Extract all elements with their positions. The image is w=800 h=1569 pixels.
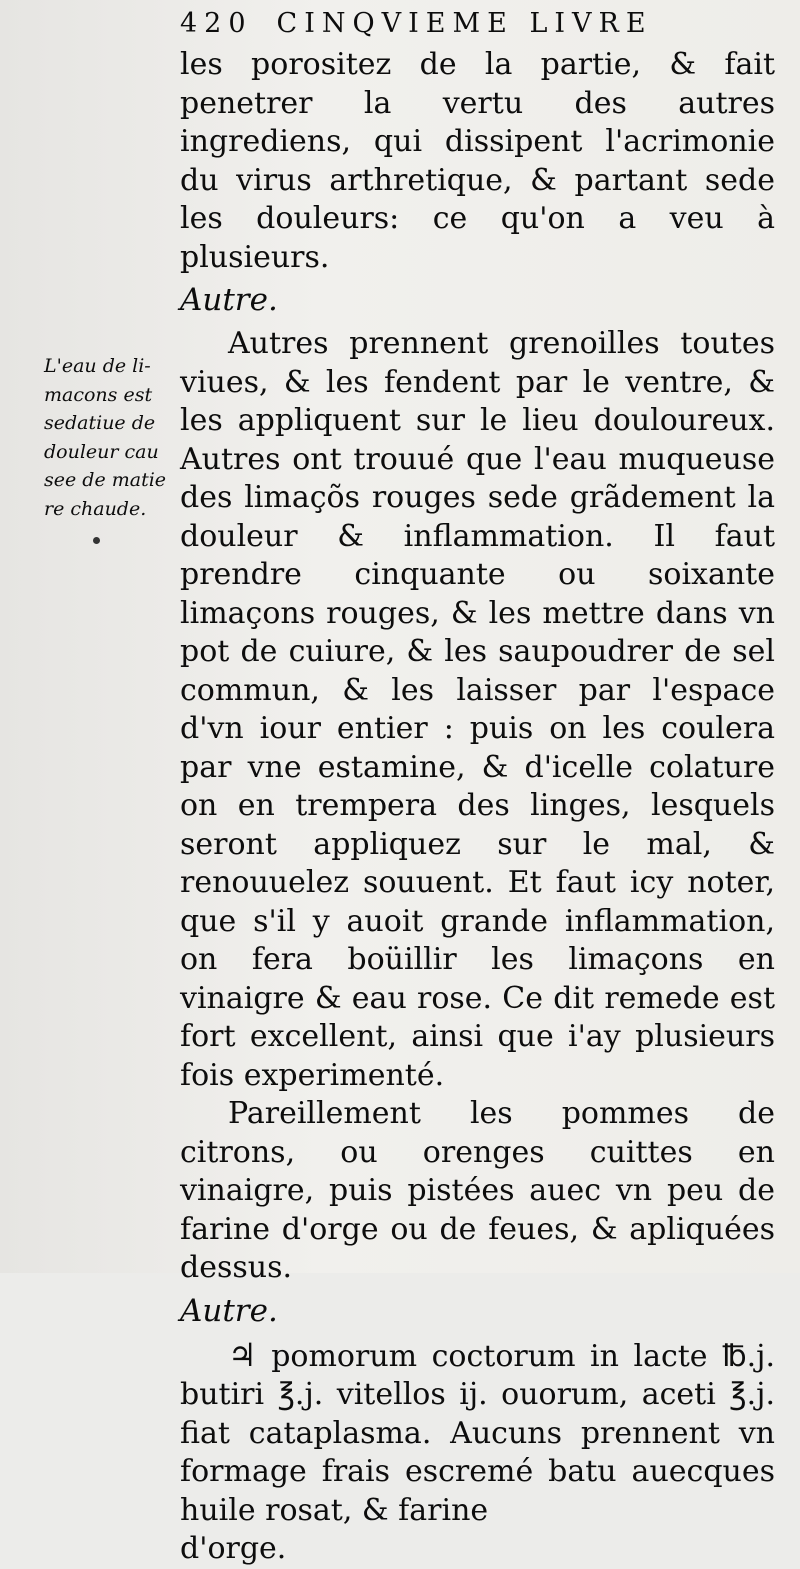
margin-note-line: re chaude. (44, 497, 147, 520)
margin-note-line: see de matie (44, 469, 167, 491)
paragraph-citrons: Pareillement les pommes de citrons, ou orenges cuittes en vinaigre, puis pistées auec vn peu de farine d'orge ou de feues, & apliquées dessus. (180, 1096, 775, 1285)
paragraph-recipe (180, 1336, 775, 1531)
margin-note-line: douleur cau (44, 440, 159, 463)
section-heading-autre-1: Autre. (180, 282, 278, 318)
paragraph-continuation: les porositez de la partie, & fait penetrer la vertu des autres ingrediens, qui dissipent l'acrimonie du virus arthretique, & partant sede les douleurs: ce qu'on a veu à plusieurs. (180, 47, 775, 275)
catchword-line: d'orge. (180, 1531, 287, 1566)
section-heading-autre-2: Autre. (180, 1292, 278, 1329)
running-title: CINQVIEME LIVRE (276, 8, 653, 39)
margin-note-line: L'eau de li- (44, 355, 151, 377)
recipe-text: pomorum coctorum in lacte ℔.j. butiri ℥.j. vitellos ij. ouorum, aceti ℥.j. fiat cataplasma. Aucuns prennent vn formage frais escremé batu auecques huile rosat, & farine (180, 1338, 775, 1528)
margin-note-line: macons est (44, 383, 153, 406)
main-text (180, 46, 775, 1569)
ink-spot (93, 537, 100, 544)
margin-note (44, 352, 172, 523)
paragraph-grenoilles: Autres prennent grenoilles toutes viues, & les fendent par le ventre, & les appliquent sur le lieu douloureux. Autres ont trouué que l'eau muqueuse des limaçõs rouges sede grãdement la douleur & inflammation. Il faut prendre cinquante ou soixante limaçons rouges, & les mettre dans vn pot de cuiure, & les saupoudrer de sel commun, & les laisser par l'espace d'vn iour entier : puis on les coulera par vne estamine, & d'icelle colature on en trempera des linges, lesquels seront appliquez sur le mal, & renouuelez souuent. Et faut icy noter, que s'il y auoit grande inflammation, on fera boüillir les limaçons en vinaigre & eau rose. Ce dit remede est fort excellent, ainsi que i'ay plusieurs fois experimenté. (180, 326, 775, 1093)
recipe-symbol-icon: ♃ (228, 1335, 257, 1374)
margin-note-line: sedatiue de (44, 412, 156, 434)
page-header (180, 4, 740, 44)
page-number: 420 (180, 8, 253, 39)
